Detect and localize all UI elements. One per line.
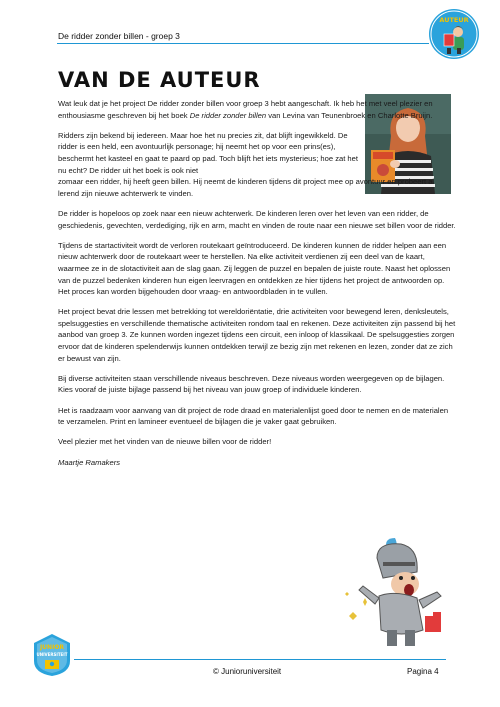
- logo-line1: JUNIOR: [39, 644, 65, 651]
- signature: Maartje Ramakers: [58, 457, 121, 467]
- paragraph-plezier: Veel plezier met het vinden van de nieuwe billen voor de ridder!: [58, 437, 272, 447]
- header-rule: [57, 43, 429, 44]
- book-title-italic: De ridder zonder billen: [189, 110, 267, 120]
- header-title: De ridder zonder billen - groep 3: [58, 31, 180, 41]
- footer-rule: [74, 659, 446, 660]
- logo-line2: UNIVERSITEIT: [36, 652, 68, 657]
- paragraph-ridders: [58, 130, 456, 200]
- knight-illustration-icon: [343, 532, 451, 650]
- page-title: VAN DE AUTEUR: [58, 68, 261, 92]
- junioruniversiteit-logo-icon: [32, 633, 72, 677]
- footer-page-number: Pagina 4: [407, 667, 439, 676]
- body-text: [58, 98, 456, 477]
- paragraph-startactiviteit: Tijdens de startactiviteit wordt de verloren routekaart geïntroduceerd. De kinderen kunnen de ridder helpen aan een nieuw achterwerk door de routekaart weer te herstellen. Na elke activiteit verdienen zij een deel van de kaart, waarmee ze in de slotactiviteit aan de slag gaan. Zij leggen de puzzel en bepalen de juiste route. Naast het oplossen van de puzzel bedenken kinderen hun eigen leervragen en ontdekken ze hier tijdens het project de antwoorden op. Het proces kan worden bijgehouden door vraag- en antwoordbladen in te vullen.: [58, 240, 451, 297]
- auteur-badge-icon: [428, 8, 480, 60]
- paragraph-achterwerk: De ridder is hopeloos op zoek naar een nieuw achterwerk. De kinderen leren over het leven van een ridder, de geschiedenis, gevechten, verdediging, rijk en arm, macht en vinden de route naar een nieuwe set billen voor de ridder.: [58, 208, 456, 230]
- badge-label: AUTEUR: [439, 16, 469, 24]
- paragraph-intro: Wat leuk dat je het project De ridder zonder billen voor groep 3 hebt aangeschaft. Ik heb het met veel plezier en enthousiasme geschreven bij het boek De ridder zonder billen van Levina van Teunenbroek en Charlotte Bruijn.: [58, 99, 433, 120]
- paragraph-niveaus: Bij diverse activiteiten staan verschillende niveaus beschreven. Deze niveaus worden weergegeven op de bijlagen. Kies vooraf de juiste bijlage passend bij het niveau van jouw groep of individuele kinderen.: [58, 373, 445, 395]
- paragraph-lessen: Het project bevat drie lessen met betrekking tot wereldoriëntatie, drie activiteiten voor bewegend leren, denksleutels, spelsuggesties en verschillende thematische activiteiten rondom taal en rekenen. Deze activiteiten zijn passend bij het aanbod van groep 3. Ze kunnen worden ingezet tijdens een circuit, een inloop of klassikaal. De spelsuggesties zorgen ervoor dat de kinderen spelenderwijs kunnen ontdekken terwijl ze bezig zijn met rekenen en lezen, zonder dat ze zich er bewust van zijn.: [58, 307, 456, 363]
- footer-copyright: © Junioruniversiteit: [213, 667, 282, 676]
- paragraph-ridders-full: zomaar een ridder, hij heeft geen billen. Hij neemt de kinderen tijdens dit project mee op avontuur en probeert al lerend zijn nieuwe achterwerk te vinden.: [58, 177, 435, 198]
- paragraph-materialen: Het is raadzaam voor aanvang van dit project de rode draad en materialenlijst goed door te nemen en de materialen te verzamelen. Print en lamineer eventueel de bijlagen die je vaker gaat gebruiken.: [58, 405, 449, 427]
- paragraph-ridders-narrow: Ridders zijn bekend bij iedereen. Maar hoe het nu precies zit, dat blijft ingewikkeld. De ridder is een held, een avontuurlijk personage; hij neemt het op voor een prins(es), beschermt het kasteel en gaat te paard op pad. Toch blijft het iets mysterieus; hoe zat het nu echt? De ridder uit het boek is ook niet: [58, 130, 358, 175]
